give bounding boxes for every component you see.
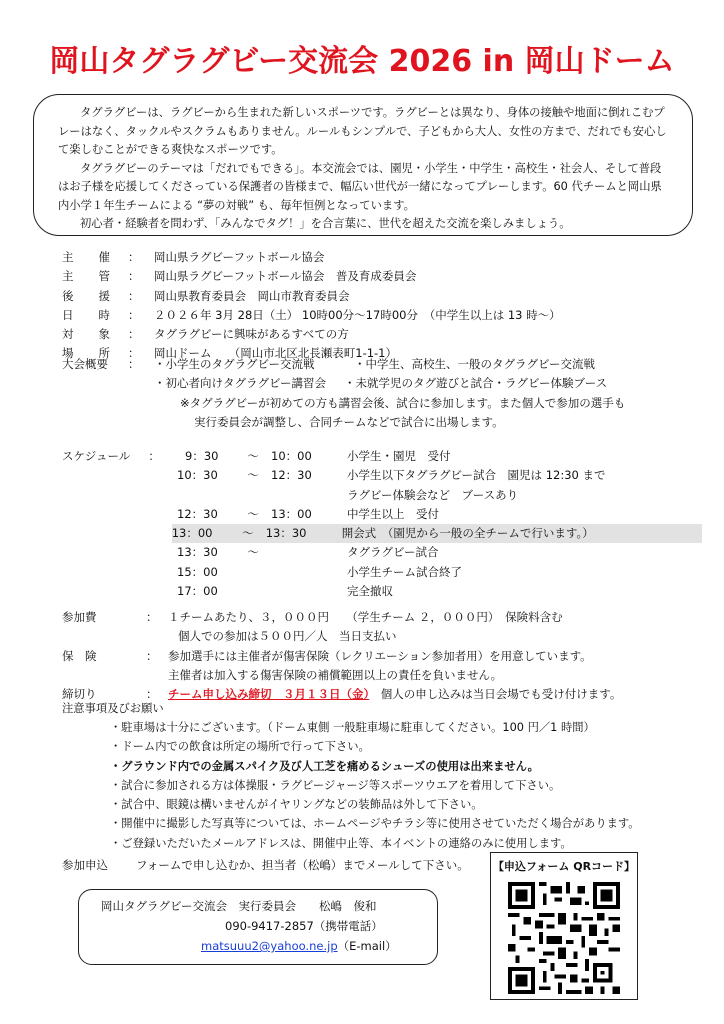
schedule-desc: 小学生・園児 受付 [347, 449, 451, 463]
list-item: ・駐車場は十分にございます。（ドーム東側 一般駐車場に駐車してください。100 円／1 時間） [110, 721, 595, 734]
schedule-start: 13：00 [171, 526, 213, 541]
schedule-tilde [235, 563, 271, 582]
info-colon: ： [128, 346, 140, 361]
overview-label: 大会概要 [62, 357, 108, 371]
list-item: ・開催中に撮影した写真等については、ホームページやチラシ等に使用させていただく場合があります。 [110, 817, 640, 831]
overview-note: ※タグラグビーが初めての方も講習会後、試合に参加します。また個人で参加の選手も [180, 395, 626, 410]
qr-code-icon[interactable] [508, 882, 620, 994]
overview-item: ・小学生のタグラグビー交流戦 [154, 357, 315, 371]
schedule-start: 13：30 [177, 545, 218, 560]
schedule-end [271, 486, 347, 505]
contact-phone: 090-9417-2857（携帯電話） [225, 919, 383, 933]
schedule-tilde [235, 582, 271, 601]
overview-item: ・初心者向けタグラグビー講習会 [154, 376, 327, 391]
schedule-highlight-row [172, 524, 702, 543]
schedule-start: 9：30 [185, 449, 219, 463]
schedule-tilde: ～ [247, 449, 259, 463]
schedule-desc: 小学生チーム試合終了 [347, 564, 462, 579]
info-row-management [62, 267, 702, 286]
insurance-colon: ： [146, 648, 158, 663]
schedule-start: 12：30 [177, 506, 218, 521]
info-label: 主 [62, 269, 74, 284]
apply-text: フォームで申し込むか、担当者（松嶋）までメールして下さい。 [136, 858, 469, 872]
qr-box [490, 852, 638, 1000]
schedule [62, 447, 702, 601]
list-item: ・ご登録いただいたメールアドレスは、開催中止等、本イベントの連絡のみに使用します。 [110, 836, 572, 850]
info-colon: ： [128, 288, 140, 303]
info-label: 象 [98, 327, 110, 342]
schedule-tilde: ～ [241, 526, 254, 541]
info-label: 対 [62, 327, 74, 342]
info-value: ２０２６年 3月 28日（土） 10時00分～17時00分 （中学生以上は 13 時～） [154, 307, 561, 322]
deadline-individual: 個人の申し込みは当日会場でも受け付けます。 [369, 687, 622, 702]
schedule-tilde: ～ [247, 545, 259, 560]
contact-email-line [101, 936, 437, 956]
schedule-tilde: ～ [247, 506, 259, 521]
info-colon: ： [128, 307, 140, 322]
contact-email-suffix: （E-mail） [337, 939, 397, 953]
schedule-label: スケジュール ： [62, 449, 160, 463]
list-item: ・ドーム内での飲食は所定の場所で行って下さい。 [110, 740, 370, 754]
insurance-value: 参加選手には主催者が傷害保険（レクリエーション参加者用）を用意しています。 [168, 648, 592, 663]
list-item: ・試合中、眼鏡は構いませんがイヤリングなどの装飾品は外して下さい。 [110, 798, 483, 812]
deadline-team: チーム申し込み締切 ３月１３日（金） [168, 687, 370, 702]
list-item: ・試合に参加される方は体操服・ラグビージャージ等スポーツウエアを着用して下さい。 [110, 778, 561, 792]
schedule-start: 17：00 [177, 584, 218, 599]
intro-paragraph-1: タグラグビーは、ラグビーから生まれた新しいスポーツです。ラグビーとは異なり、身体の接触や地面に倒れこむプレーはなく、タックルやスクラムもありません。ルールもシンプルで、子どもから大人、女性の方まで、だれでも安心して楽しむことができる爽快なスポーツです。 [58, 106, 667, 156]
info-label: 時 [98, 307, 110, 322]
schedule-desc: ラグビー体験会など ブースあり [347, 487, 519, 502]
overview-item: ・中学生、高校生、一般のタグラグビー交流戦 [354, 357, 596, 371]
apply-line [62, 857, 469, 873]
deadline-label: 締切り [62, 687, 97, 702]
event-info [62, 248, 702, 364]
qr-title: 【申込フォーム QRコード】 [492, 860, 636, 873]
intro-paragraph-3: 初心者・経験者を問わず、「みんなでタグ！」を合言葉に、世代を超えた交流を楽しみましょう。 [80, 217, 571, 230]
info-row-target [62, 325, 702, 344]
schedule-end [271, 543, 347, 562]
notes-section [62, 699, 702, 853]
fee-label: 参加費 [62, 610, 97, 624]
info-colon: ： [128, 250, 140, 264]
info-label: 管 [98, 269, 110, 284]
info-label: 催 [98, 250, 110, 264]
event-overview [62, 355, 702, 432]
contact-email-link[interactable]: matsuuu2@yahoo.ne.jp [201, 939, 338, 953]
info-colon: ： [128, 327, 140, 342]
info-value: 岡山ドーム （岡山市北区北長瀬表町1-1-1） [154, 346, 397, 361]
intro-box [33, 94, 693, 236]
schedule-end: 12：30 [271, 468, 312, 483]
deadline-colon: ： [146, 687, 158, 702]
info-value: 岡山県教育委員会 岡山市教育委員会 [154, 288, 350, 303]
info-row-datetime [62, 306, 702, 325]
schedule-start: 15：00 [177, 564, 218, 579]
fee-colon: ： [146, 610, 158, 624]
schedule-desc: 完全撤収 [347, 584, 393, 599]
schedule-desc: タグラグビー試合 [347, 545, 439, 560]
info-row-support [62, 287, 702, 306]
contact-box [78, 889, 438, 965]
insurance-note: 主催者は加入する傷害保険の補償範囲以上の責任を負いません。 [168, 667, 503, 682]
notes-heading: 注意事項及びお願い [62, 702, 164, 715]
info-label: 場 [62, 346, 74, 361]
page-title: 岡山タグラグビー交流会 2026 in 岡山ドーム [49, 44, 675, 79]
schedule-end [271, 582, 347, 601]
info-label: 主 [62, 250, 74, 264]
schedule-tilde: ～ [247, 468, 259, 483]
schedule-end: 10：00 [271, 449, 312, 463]
info-label: 日 [62, 307, 74, 322]
schedule-end [271, 563, 347, 582]
list-item: ・グラウンド内での金属スパイク及び人工芝を痛めるシューズの使用は出来ません。 [110, 759, 539, 773]
info-label: 援 [98, 288, 110, 303]
schedule-desc: 中学生以上 受付 [347, 506, 439, 521]
overview-note: 実行委員会が調整し、合同チームなどで試合に出場します。 [194, 414, 504, 429]
schedule-start: 10：30 [177, 468, 218, 483]
contact-org: 岡山タグラグビー交流会 実行委員会 松嶋 俊和 [101, 899, 377, 913]
insurance-label: 保 険 [62, 648, 97, 663]
info-value: 岡山県ラグビーフットボール協会 普及育成委員会 [154, 269, 417, 284]
info-colon: ： [128, 269, 140, 284]
fee-value: １チームあたり、３，０００円 （学生チーム ２，０００円） 保険料含む [168, 610, 563, 624]
fee-individual: 個人での参加は５００円／人 当日支払い [178, 629, 397, 644]
apply-label: 参加申込 [62, 858, 108, 872]
info-label: 所 [98, 346, 110, 361]
info-row-organizer [62, 248, 702, 267]
schedule-end: 13：00 [271, 506, 312, 521]
info-value: タグラグビーに興味があるすべての方 [154, 327, 349, 342]
overview-colon: ： [128, 357, 140, 371]
fees-section [62, 608, 702, 704]
schedule-desc: 開会式 （園児から一般の全チームで行います。） [341, 526, 594, 541]
notes-list [62, 718, 702, 853]
schedule-end: 13：30 [265, 526, 307, 541]
schedule-desc: 小学生以下タグラグビー試合 園児は 12:30 まで [347, 468, 606, 483]
info-label: 後 [62, 288, 74, 303]
schedule-tilde [235, 486, 271, 505]
info-value: 岡山県ラグビーフットボール協会 [154, 250, 325, 264]
intro-paragraph-2: タグラグビーのテーマは「だれでもできる」。本交流会では、園児・小学生・中学生・高校生・社会人、そして普段はお子様を応援してくださっている保護者の皆様まで、幅広い世代が一緒になってプレーします。60 代チームと岡山県内小学１年生チームによる “夢の対戦” も、毎年恒例となっています。 [58, 161, 662, 212]
overview-item: ・未就学児のタグ遊びと試合・ラグビー体験ブース [344, 376, 608, 391]
schedule-start [177, 486, 235, 505]
